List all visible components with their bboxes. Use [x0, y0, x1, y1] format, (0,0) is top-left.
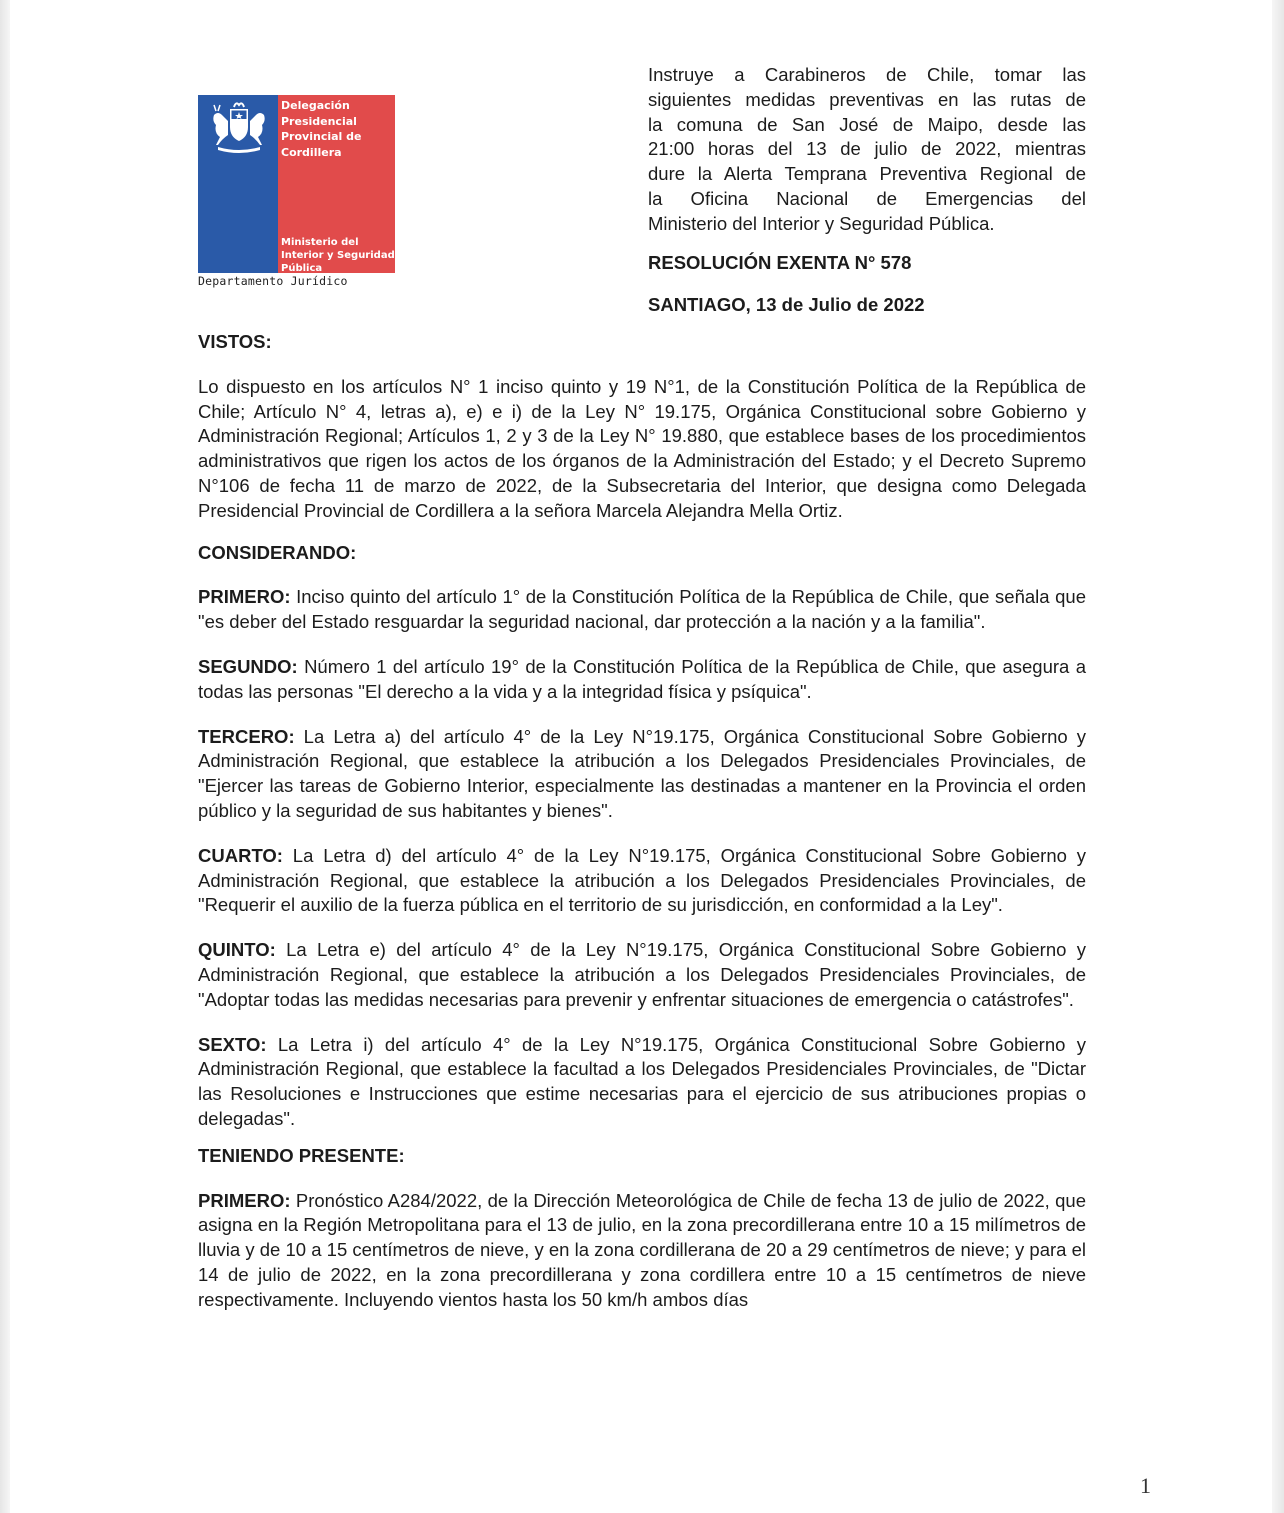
considerando-cuarto: [198, 844, 1086, 918]
teniendo-presente-heading: TENIENDO PRESENTE:: [198, 1144, 405, 1166]
clause-label: CUARTO:: [198, 844, 283, 866]
considerando-segundo: [198, 655, 1086, 705]
clause-text: La Letra e) del artículo 4° de la Ley N°19.175, Orgánica Constitucional Sobre Gobierno y Administración Regional, que establece la atribución a los Delegados Presidenciales Provinciales, de "Adoptar todas las medidas necesarias para prevenir y enfrentar situaciones de emergencia o catástrofes".: [198, 939, 1086, 1010]
summary-line: la comuna de San José de Maipo, desde las: [648, 113, 1086, 135]
government-logo: [198, 95, 395, 273]
clause-label: SEXTO:: [198, 1033, 267, 1055]
page-edge-right: [1272, 0, 1284, 1513]
clause-text: Número 1 del artículo 19° de la Constitución Política de la República de Chile, que asegura a todas las personas "El derecho a la vida y a la integridad física y psíquica".: [198, 655, 1086, 702]
considerando-heading: CONSIDERANDO:: [198, 541, 357, 563]
summary-line: siguientes medidas preventivas en las rutas de: [648, 88, 1086, 110]
teniendo-presente-primero: [198, 1189, 1086, 1313]
considerando-quinto: [198, 938, 1086, 1012]
considerando-primero: [198, 585, 1086, 635]
page-edge-left: [0, 0, 10, 1513]
considerando-tercero: [198, 725, 1086, 824]
vistos-heading: VISTOS:: [198, 331, 272, 352]
considerando-sexto: [198, 1033, 1086, 1132]
summary-line: Ministerio del Interior y Seguridad Pública.: [648, 212, 995, 234]
resolution-summary: [648, 63, 1086, 237]
resolution-date: SANTIAGO, 13 de Julio de 2022: [648, 294, 925, 315]
department-caption: Departamento Jurídico: [198, 274, 348, 288]
document-body: [198, 330, 1086, 1313]
clause-label: TERCERO:: [198, 725, 295, 747]
logo-ministry-text: Ministerio del Interior y Seguridad Pública: [281, 237, 395, 274]
resolution-number: RESOLUCIÓN EXENTA N° 578: [648, 252, 912, 273]
clause-label: SEGUNDO:: [198, 655, 298, 677]
summary-line: dure la Alerta Temprana Preventiva Regional de: [648, 163, 1086, 185]
page-number: 1: [1140, 1473, 1151, 1498]
logo-blue-band: [198, 95, 278, 273]
vistos-paragraph: Lo dispuesto en los artículos N° 1 inciso quinto y 19 N°1, de la Constitución Política de la República de Chile; Artículo N° 4, letras a), e) e i) de la Ley N° 19.175, Orgánica Constitucional sobre Gobierno y Administración Regional; Artículos 1, 2 y 3 de la Ley N° 19.880, que establece bases de los procedimientos administrativos que rigen los actos de los órganos de la Administración del Estado; y el Decreto Supremo N°106 de fecha 11 de marzo de 2022, de la Subsecretaria del Interior, que designa como Delegada Presidencial Provincial de Cordillera a la señora Marcela Alejandra Mella Ortiz.: [198, 375, 1086, 521]
clause-label: PRIMERO:: [198, 586, 291, 608]
clause-label: PRIMERO:: [198, 1189, 291, 1211]
chile-coat-of-arms-icon: [208, 101, 270, 153]
summary-line: Instruye a Carabineros de Chile, tomar las: [648, 64, 1086, 85]
logo-delegation-text: Delegación Presidencial Provincial de Cordillera: [281, 99, 362, 159]
clause-text: Pronóstico A284/2022, de la Dirección Meteorológica de Chile de fecha 13 de julio de 2022, que asigna en la Región Metropolitana para el 13 de julio, en la zona precordillerana entre 10 a 15 milímetros de lluvia y de 10 a 15 centímetros de nieve, y en la zona cordillerana de 20 a 29 centímetros de nieve; y para el 14 de julio de 2022, en la zona precordillerana y zona cordillera entre 10 a 15 centímetros de nieve respectivamente. Incluyendo vientos hasta los 50 km/h ambos días: [198, 1189, 1086, 1310]
clause-text: La Letra i) del artículo 4° de la Ley N°19.175, Orgánica Constitucional Sobre Gobierno y Administración Regional, que establece la facultad a los Delegados Presidenciales Provinciales, de "Dictar las Resoluciones e Instrucciones que estime necesarias para el ejercicio de sus atribuciones propias o delegadas".: [198, 1033, 1086, 1129]
clause-text: La Letra d) del artículo 4° de la Ley N°19.175, Orgánica Constitucional Sobre Gobierno y Administración Regional, que establece la atribución a los Delegados Presidenciales Provinciales, de "Requerir el auxilio de la fuerza pública en el territorio de su jurisdicción, en conformidad a la Ley".: [198, 844, 1086, 916]
clause-label: QUINTO:: [198, 939, 276, 961]
clause-text: La Letra a) del artículo 4° de la Ley N°19.175, Orgánica Constitucional Sobre Gobierno y Administración Regional, que establece la atribución a los Delegados Presidenciales Provinciales, de "Ejercer las tareas de Gobierno Interior, especialmente las destinadas a mantener en la Provincia el orden público y la seguridad de sus habitantes y bienes".: [198, 725, 1086, 821]
clause-text: Inciso quinto del artículo 1° de la Constitución Política de la República de Chile, que señala que "es deber del Estado resguardar la seguridad nacional, dar protección a la nación y a la familia".: [198, 586, 1086, 633]
summary-line: 21:00 horas del 13 de julio de 2022, mientras: [648, 138, 1086, 160]
summary-line: la Oficina Nacional de Emergencias del: [648, 187, 1086, 209]
